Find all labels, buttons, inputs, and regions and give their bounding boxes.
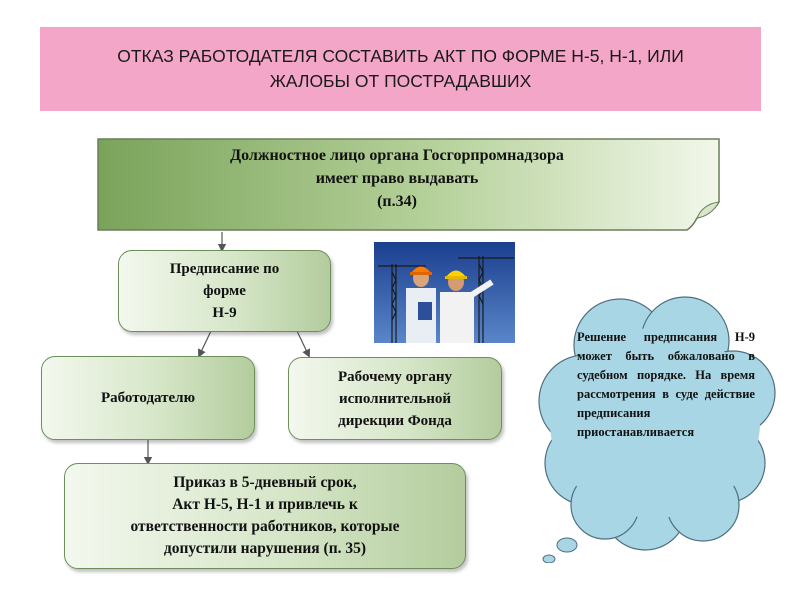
banner-text: Должностное лицо органа Госгорпромнадзора имеет право выдавать (п.34): [230, 147, 564, 210]
fund-box: Рабочему органу исполнительной дирекции Фонда: [288, 357, 502, 440]
arrow-prescription-to-employer: [200, 331, 211, 354]
prescription-box: Предписание по форме Н-9: [118, 250, 331, 332]
workers-photo: [374, 242, 515, 343]
cloud-text: Решение предписания Н-9 может быть обжаловано в судебном порядке. На время рассмотрения в суде действие предписания приостанавливается: [577, 330, 755, 439]
order-box: Приказ в 5-дневный срок, Акт Н-5, Н-1 и привлечь к ответственности работников, которые допустили нарушения (п. 35): [64, 463, 466, 569]
slide-title: ОТКАЗ РАБОТОДАТЕЛЯ СОСТАВИТЬ АКТ ПО ФОРМЕ Н-5, Н-1, ИЛИ ЖАЛОБЫ ОТ ПОСТРАДАВШИХ: [117, 46, 684, 91]
arrow-prescription-to-fund: [297, 331, 308, 354]
employer-box: Работодателю: [41, 356, 255, 440]
